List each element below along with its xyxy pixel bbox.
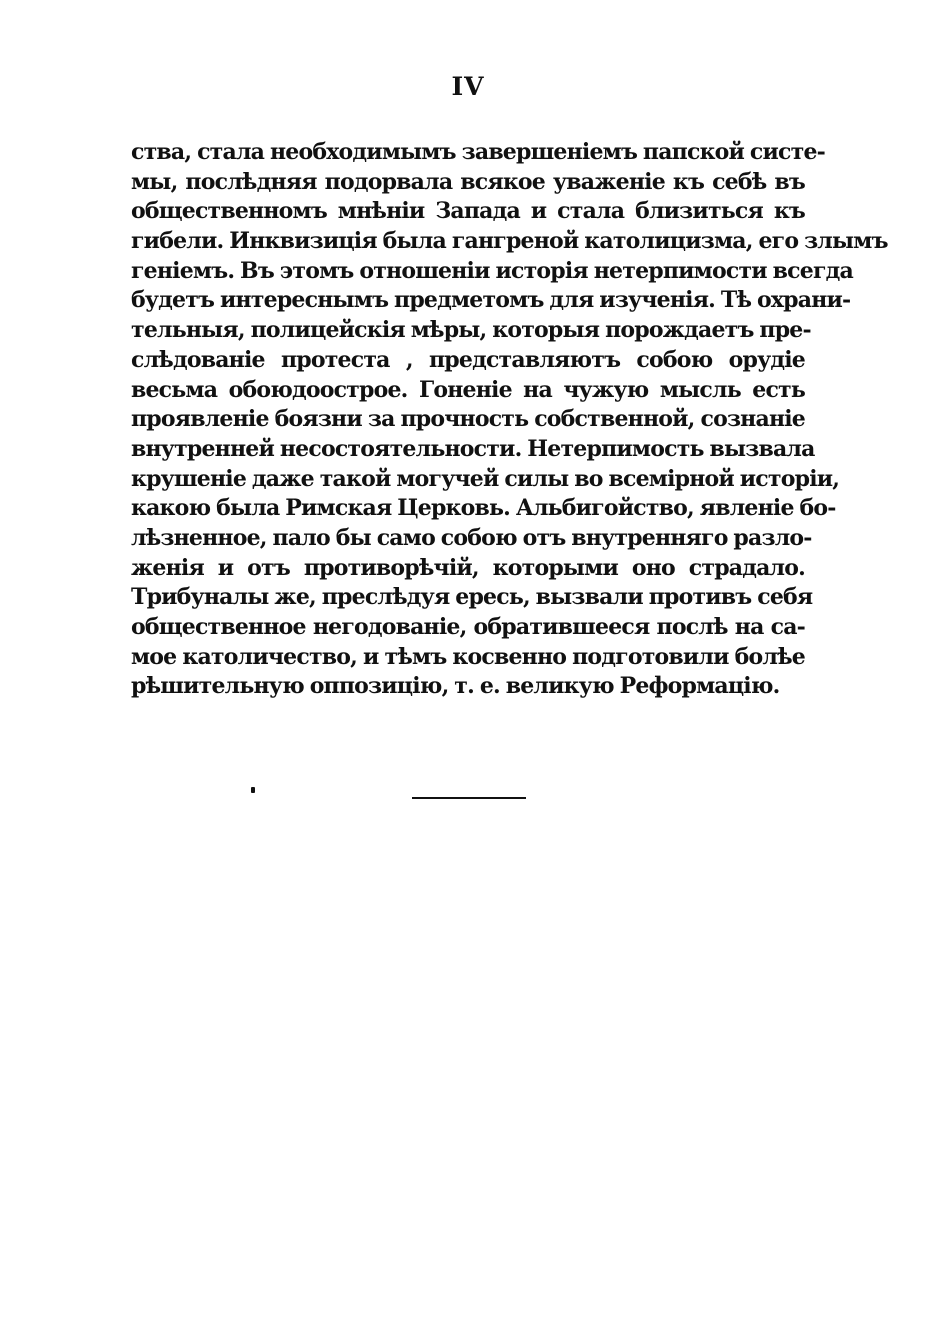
body-text xyxy=(131,138,888,702)
text-line: внутренней несостоятельности. Нетерпимость вызвала xyxy=(131,435,815,462)
text-line: какою была Римская Церковь. Альбигойство, явленіе бо- xyxy=(131,495,836,522)
text-line: проявленіе боязни за прочность собственной, сознаніе xyxy=(131,406,805,433)
text-line: гибели. Инквизиція была гангреной католицизма, его злымъ xyxy=(131,228,888,255)
text-line: Трибуналы же, преслѣдуя ересь, вызвали противъ себя xyxy=(131,584,813,611)
text-line: геніемъ. Въ этомъ отношеніи исторія нетерпимости всегда xyxy=(131,257,853,284)
text-line: общественномъ мнѣніи Запада и стала близиться къ xyxy=(131,198,805,225)
page-number: IV xyxy=(451,72,485,101)
ink-speck xyxy=(251,787,255,793)
text-line: мое католичество, и тѣмъ косвенно подготовили болѣе xyxy=(131,643,805,670)
text-line: слѣдованіе протеста , представляютъ собою орудіе xyxy=(131,346,805,373)
text-line: общественное негодованіе, обратившееся послѣ на са- xyxy=(131,614,805,640)
text-line: тельныя, полицейскія мѣры, которыя порождаетъ пре- xyxy=(131,317,811,344)
text-line-last: рѣшительную оппозицію, т. е. великую Реформацію. xyxy=(131,673,780,700)
section-end-rule xyxy=(412,797,526,799)
text-line: лѣзненное, пало бы само собою отъ внутренняго разло- xyxy=(131,524,812,551)
text-line: будетъ интереснымъ предметомъ для изученія. Тѣ охрани- xyxy=(131,287,851,314)
text-line: крушеніе даже такой могучей силы во всемірной исторіи, xyxy=(131,465,840,492)
text-line: женія и отъ противорѣчій, которыми оно страдало. xyxy=(131,554,805,581)
text-line: весьма обоюдоострое. Гоненіе на чужую мысль есть xyxy=(131,376,805,403)
text-line: мы, послѣдняя подорвала всякое уваженіе къ себѣ въ xyxy=(131,168,805,195)
text-line: ства, стала необходимымъ завершеніемъ папской систе- xyxy=(131,139,825,165)
